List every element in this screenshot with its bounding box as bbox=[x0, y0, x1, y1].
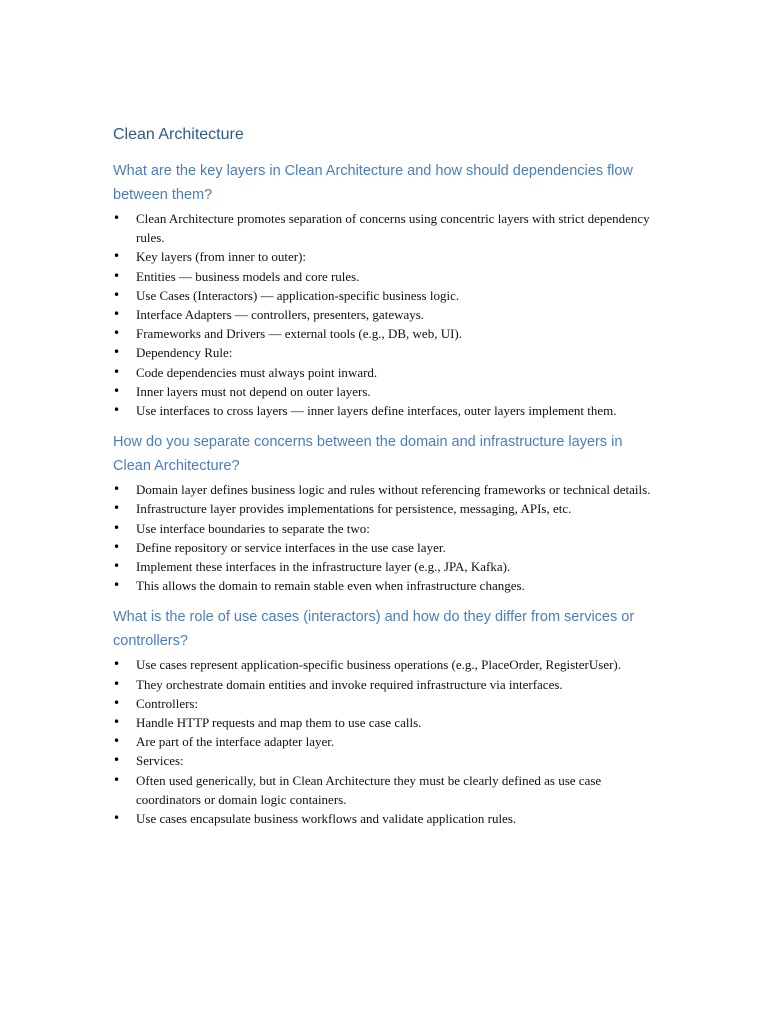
bullet-icon: • bbox=[113, 307, 121, 322]
list-item-text: Use interfaces to cross layers — inner layers define interfaces, outer layers implement them. bbox=[136, 403, 617, 419]
bullet-icon: • bbox=[113, 695, 121, 710]
list-item bbox=[113, 809, 653, 828]
bullet-icon: • bbox=[113, 249, 121, 264]
list-item bbox=[113, 732, 653, 751]
list-item-text: Implement these interfaces in the infrastructure layer (e.g., JPA, Kafka). bbox=[136, 559, 511, 575]
list-item bbox=[113, 480, 653, 499]
list-item bbox=[113, 655, 653, 674]
list-item bbox=[113, 694, 653, 713]
bullet-icon: • bbox=[113, 559, 121, 574]
bullet-list bbox=[113, 655, 653, 828]
list-item-text: Key layers (from inner to outer): bbox=[136, 249, 307, 265]
list-item-text: Services: bbox=[136, 753, 184, 769]
list-item-text: Entities — business models and core rules. bbox=[136, 268, 360, 284]
list-item bbox=[113, 324, 653, 343]
bullet-icon: • bbox=[113, 772, 121, 787]
list-item bbox=[113, 363, 653, 382]
bullet-icon: • bbox=[113, 403, 121, 418]
bullet-icon: • bbox=[113, 268, 121, 283]
list-item-text: Inner layers must not depend on outer layers. bbox=[136, 383, 371, 399]
list-item-text: Code dependencies must always point inward. bbox=[136, 364, 378, 380]
section-question: What is the role of use cases (interactors) and how do they differ from services or controllers? bbox=[113, 609, 635, 650]
list-item bbox=[113, 286, 653, 305]
list-item bbox=[113, 538, 653, 557]
list-item-text: They orchestrate domain entities and invoke required infrastructure via interfaces. bbox=[136, 676, 563, 692]
list-item bbox=[113, 343, 653, 362]
list-item-text: Interface Adapters — controllers, presenters, gateways. bbox=[136, 307, 425, 323]
bullet-icon: • bbox=[113, 657, 121, 672]
bullet-icon: • bbox=[113, 501, 121, 516]
list-item bbox=[113, 382, 653, 401]
list-item-text: Use cases represent application-specific business operations (e.g., PlaceOrder, RegisterUser). bbox=[136, 657, 621, 673]
bullet-icon: • bbox=[113, 482, 121, 497]
bullet-icon: • bbox=[113, 520, 121, 535]
list-item bbox=[113, 305, 653, 324]
bullet-icon: • bbox=[113, 364, 121, 379]
list-item-text: Infrastructure layer provides implementations for persistence, messaging, APIs, etc. bbox=[136, 501, 572, 517]
list-item-text: Dependency Rule: bbox=[136, 345, 233, 361]
list-item-text: Domain layer defines business logic and rules without referencing frameworks or technical details. bbox=[136, 482, 651, 498]
list-item bbox=[113, 519, 653, 538]
document-title: Clean Architecture bbox=[113, 126, 244, 143]
list-item-text: Use interface boundaries to separate the two: bbox=[136, 520, 370, 536]
bullet-icon: • bbox=[113, 383, 121, 398]
list-item bbox=[113, 209, 653, 247]
bullet-icon: • bbox=[113, 811, 121, 826]
document-content bbox=[113, 123, 653, 838]
bullet-icon: • bbox=[113, 345, 121, 360]
list-item-text: Are part of the interface adapter layer. bbox=[136, 734, 335, 750]
list-item bbox=[113, 713, 653, 732]
list-item bbox=[113, 751, 653, 770]
bullet-icon: • bbox=[113, 734, 121, 749]
bullet-icon: • bbox=[113, 676, 121, 691]
list-item-text: Use Cases (Interactors) — application-specific business logic. bbox=[136, 287, 460, 303]
bullet-icon: • bbox=[113, 715, 121, 730]
list-item bbox=[113, 401, 653, 420]
list-item bbox=[113, 771, 653, 809]
bullet-icon: • bbox=[113, 753, 121, 768]
bullet-list bbox=[113, 480, 653, 595]
list-item-text: Handle HTTP requests and map them to use case calls. bbox=[136, 715, 422, 731]
bullet-icon: • bbox=[113, 539, 121, 554]
list-item-text: Frameworks and Drivers — external tools (e.g., DB, web, UI). bbox=[136, 326, 463, 342]
list-item bbox=[113, 247, 653, 266]
section-question: What are the key layers in Clean Architecture and how should dependencies flow between them? bbox=[113, 163, 633, 203]
section-question: How do you separate concerns between the domain and infrastructure layers in Clean Architecture? bbox=[113, 434, 623, 475]
list-item-text: Use cases encapsulate business workflows and validate application rules. bbox=[136, 811, 517, 827]
list-item bbox=[113, 267, 653, 286]
list-item-text: Controllers: bbox=[136, 695, 199, 711]
section-key-layers bbox=[113, 159, 653, 420]
bullet-icon: • bbox=[113, 326, 121, 341]
list-item bbox=[113, 576, 653, 595]
bullet-icon: • bbox=[113, 287, 121, 302]
list-item-text: Define repository or service interfaces in the use case layer. bbox=[136, 539, 446, 555]
list-item bbox=[113, 499, 653, 518]
bullet-icon: • bbox=[113, 211, 121, 225]
list-item bbox=[113, 675, 653, 694]
section-domain-infrastructure bbox=[113, 430, 653, 595]
list-item-text: Often used generically, but in Clean Architecture they must be clearly defined as use case coordinators or domain logic containers. bbox=[136, 772, 602, 807]
list-item-text: This allows the domain to remain stable even when infrastructure changes. bbox=[136, 578, 525, 594]
bullet-icon: • bbox=[113, 578, 121, 593]
section-use-cases bbox=[113, 605, 653, 828]
bullet-list bbox=[113, 209, 653, 420]
list-item-text: Clean Architecture promotes separation of concerns using concentric layers with strict dependency rules. bbox=[136, 211, 650, 246]
list-item bbox=[113, 557, 653, 576]
